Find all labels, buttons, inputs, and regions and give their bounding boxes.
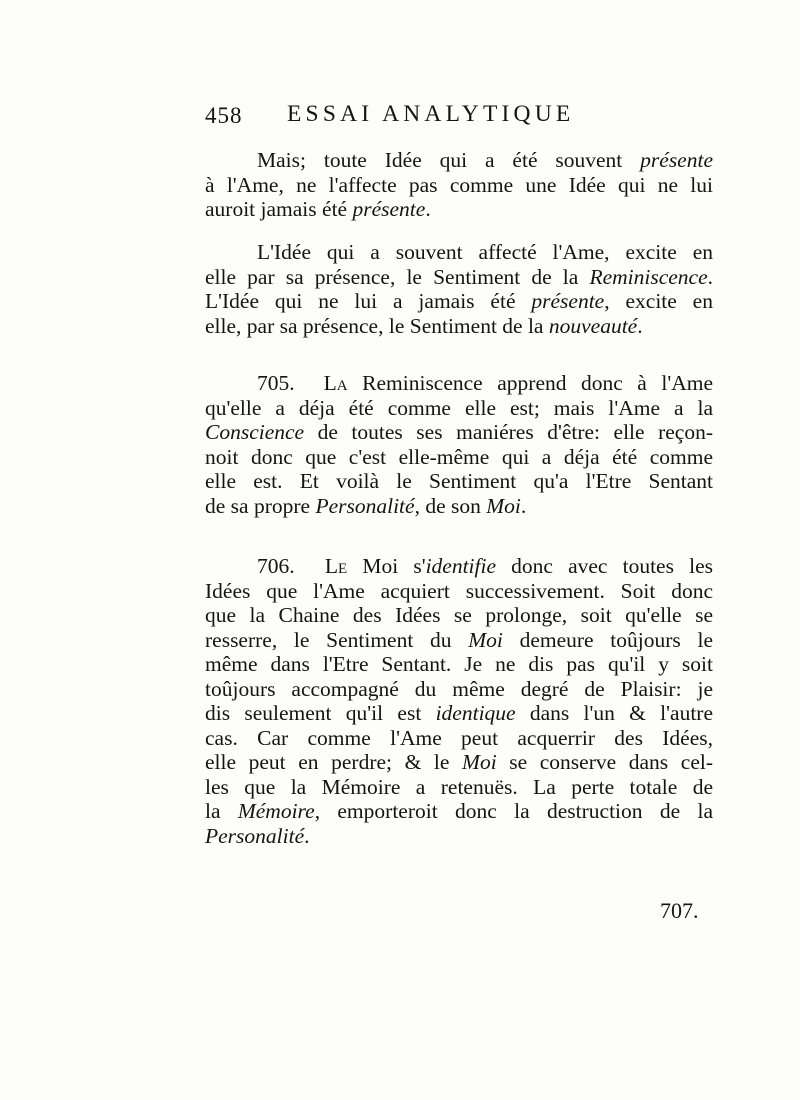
text-line: elle par sa présence, le Sentiment de la Reminiscence. <box>205 264 713 289</box>
catchword: 707. <box>660 898 699 923</box>
text-line: 706. Le Moi s'identifie donc avec toutes les <box>257 554 713 578</box>
text-line: même dans l'Etre Sentant. Je ne dis pas qu'il y soit <box>205 652 713 676</box>
text-line: qu'elle a déja été comme elle est; mais l'Ame a la <box>205 395 713 420</box>
page-number: 458 <box>205 103 243 128</box>
text-line: elle, par sa présence, le Sentiment de la nouveauté. <box>205 313 643 338</box>
section-705 <box>205 371 713 518</box>
text-line: Mais; toute Idée qui a été souvent présente <box>257 148 713 172</box>
paragraph-2 <box>205 240 713 338</box>
text-line: Personalité. <box>205 823 310 848</box>
text-line: 705. La Reminiscence apprend donc à l'Ame <box>257 371 714 395</box>
text-line: Idées que l'Ame acquiert successivement. Soit donc <box>205 578 713 603</box>
page-header <box>205 99 635 135</box>
text-line: à l'Ame, ne l'affecte pas comme une Idée qui ne lui <box>205 172 713 197</box>
text-line: L'Idée qui a souvent affecté l'Ame, excite en <box>257 240 713 264</box>
text-line: la Mémoire, emporteroit donc la destruction de la <box>205 799 713 823</box>
text-line: Conscience de toutes ses maniéres d'être: elle reçon- <box>205 420 713 444</box>
text-line: de sa propre Personalité, de son Moi. <box>205 493 527 518</box>
text-line: elle peut en perdre; & le Moi se conserve dans cel- <box>205 750 713 774</box>
section-number: 705. <box>257 371 295 395</box>
text-line: auroit jamais été présente. <box>205 197 431 221</box>
text-line: que la Chaine des Idées se prolonge, soit qu'elle se <box>205 603 713 627</box>
text-line: resserre, le Sentiment du Moi demeure toûjours le <box>205 627 713 652</box>
running-head: ESSAI ANALYTIQUE <box>287 101 575 127</box>
text-line: L'Idée qui ne lui a jamais été présente, excite en <box>205 289 713 313</box>
text-line: noit donc que c'est elle-même qui a déja été comme <box>205 444 713 469</box>
text-line: cas. Car comme l'Ame peut acquerrir des Idées, <box>205 725 713 750</box>
section-706 <box>205 554 713 848</box>
section-number: 706. <box>257 554 295 578</box>
text-line: toûjours accompagné du même degré de Plaisir: je <box>205 676 713 701</box>
text-line: les que la Mémoire a retenuës. La perte totale de <box>205 774 713 799</box>
text-line: elle est. Et voilà le Sentiment qu'a l'Etre Sentant <box>205 469 713 493</box>
paragraph-1 <box>205 148 713 222</box>
text-line: dis seulement qu'il est identique dans l'un & l'autre <box>205 701 713 725</box>
